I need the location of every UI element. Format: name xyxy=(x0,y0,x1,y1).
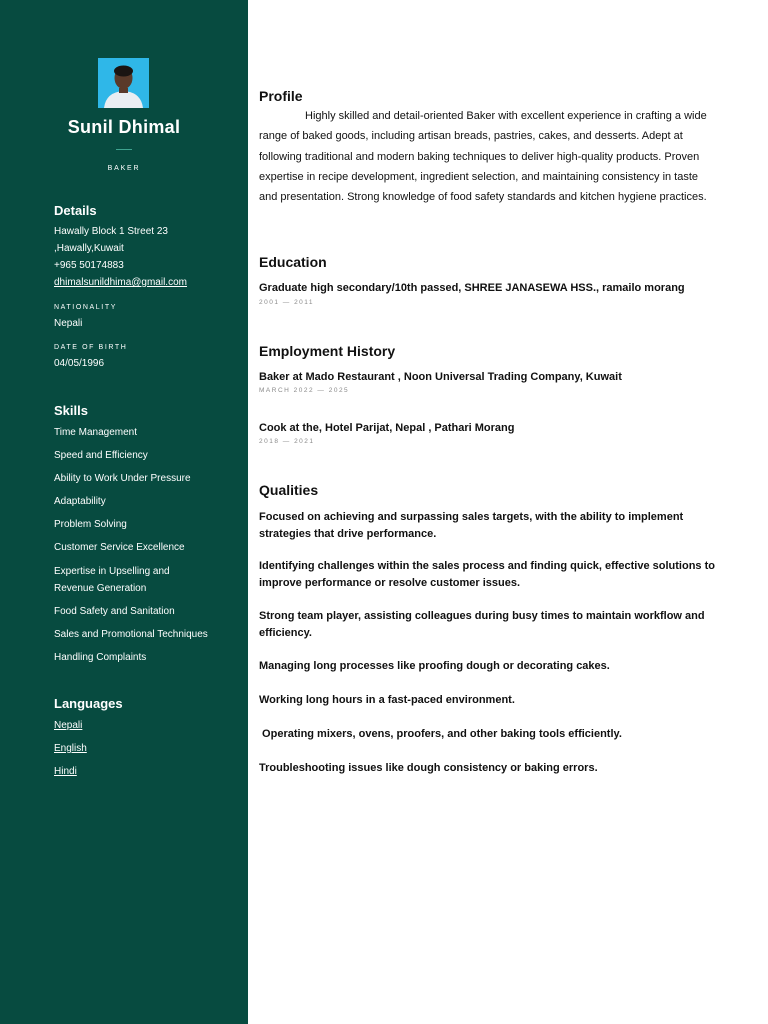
education-dates: 2001 — 2011 xyxy=(259,299,315,306)
candidate-name: Sunil Dhimal xyxy=(67,117,181,137)
job-role: BAKER xyxy=(107,165,141,172)
quality-item: Managing long processes like proofing dough or decorating cakes. xyxy=(259,660,610,672)
skill-item: Handling Complaints xyxy=(54,652,147,663)
nationality-label: NATIONALITY xyxy=(54,304,117,311)
education-title: Graduate high secondary/10th passed, SHREE JANASEWA HSS., ramailo morang xyxy=(259,282,685,294)
skill-item: Problem Solving xyxy=(54,519,127,530)
profile-photo xyxy=(98,58,149,108)
language-link[interactable]: Hindi xyxy=(54,766,77,777)
skill-item: Ability to Work Under Pressure xyxy=(54,473,191,484)
quality-item: Troubleshooting issues like dough consistency or baking errors. xyxy=(259,762,598,774)
name-divider xyxy=(116,149,132,150)
quality-item: Identifying challenges within the sales process and finding quick, effective solutions to improve performance or resolve customer issues. xyxy=(259,560,715,589)
phone: +965 50174883 xyxy=(54,260,124,271)
employment-heading: Employment History xyxy=(259,343,396,359)
employment-dates: MARCH 2022 — 2025 xyxy=(259,387,350,394)
dob-label: DATE OF BIRTH xyxy=(54,344,128,351)
skill-item: Sales and Promotional Techniques xyxy=(54,629,208,640)
skill-item: Adaptability xyxy=(54,496,106,507)
sidebar xyxy=(0,0,248,1024)
dob-value: 04/05/1996 xyxy=(54,358,105,369)
skill-item: Revenue Generation xyxy=(54,583,147,594)
details-heading: Details xyxy=(54,203,97,218)
skill-item: Speed and Efficiency xyxy=(54,450,148,461)
languages-heading: Languages xyxy=(54,696,123,711)
employment-dates: 2018 — 2021 xyxy=(259,438,315,445)
skills-heading: Skills xyxy=(54,403,88,418)
profile-heading: Profile xyxy=(259,88,303,104)
profile-paragraph: Highly skilled and detail-oriented Baker with excellent experience in crafting a wide range of baked goods, including artisan breads, pastries, cakes, and desserts. Adept at following traditional and modern baking techniques to deliver high-quality products. Proven expertise in recipe development, ingredient selection, and maintaining consistency in taste and presentation. Strong knowledge of food safety standards and kitchen hygiene practices. xyxy=(259,110,707,204)
email-link[interactable]: dhimalsunildhima@gmail.com xyxy=(54,277,187,288)
skill-item: Customer Service Excellence xyxy=(54,542,185,553)
skill-item: Food Safety and Sanitation xyxy=(54,606,175,617)
language-link[interactable]: English xyxy=(54,743,87,754)
skill-item: Time Management xyxy=(54,427,137,438)
employment-title: Baker at Mado Restaurant , Noon Universal Trading Company, Kuwait xyxy=(259,371,622,383)
skill-item: Expertise in Upselling and xyxy=(54,566,170,577)
employment-title: Cook at the, Hotel Parijat, Nepal , Pathari Morang xyxy=(259,422,515,434)
quality-item: Working long hours in a fast-paced environment. xyxy=(259,694,515,706)
quality-item: Operating mixers, ovens, proofers, and other baking tools efficiently. xyxy=(259,728,622,740)
profile-text xyxy=(259,106,711,207)
address-line-2: ,Hawally,Kuwait xyxy=(54,243,124,254)
language-link[interactable]: Nepali xyxy=(54,720,83,731)
quality-item: Focused on achieving and surpassing sales targets, with the ability to implement strategies that drive performance. xyxy=(259,511,684,540)
nationality-value: Nepali xyxy=(54,318,83,329)
qualities-heading: Qualities xyxy=(259,482,319,498)
address-line-1: Hawally Block 1 Street 23 xyxy=(54,226,168,237)
education-heading: Education xyxy=(259,254,327,270)
quality-item: Strong team player, assisting colleagues during busy times to maintain workflow and efficiency. xyxy=(259,610,705,639)
